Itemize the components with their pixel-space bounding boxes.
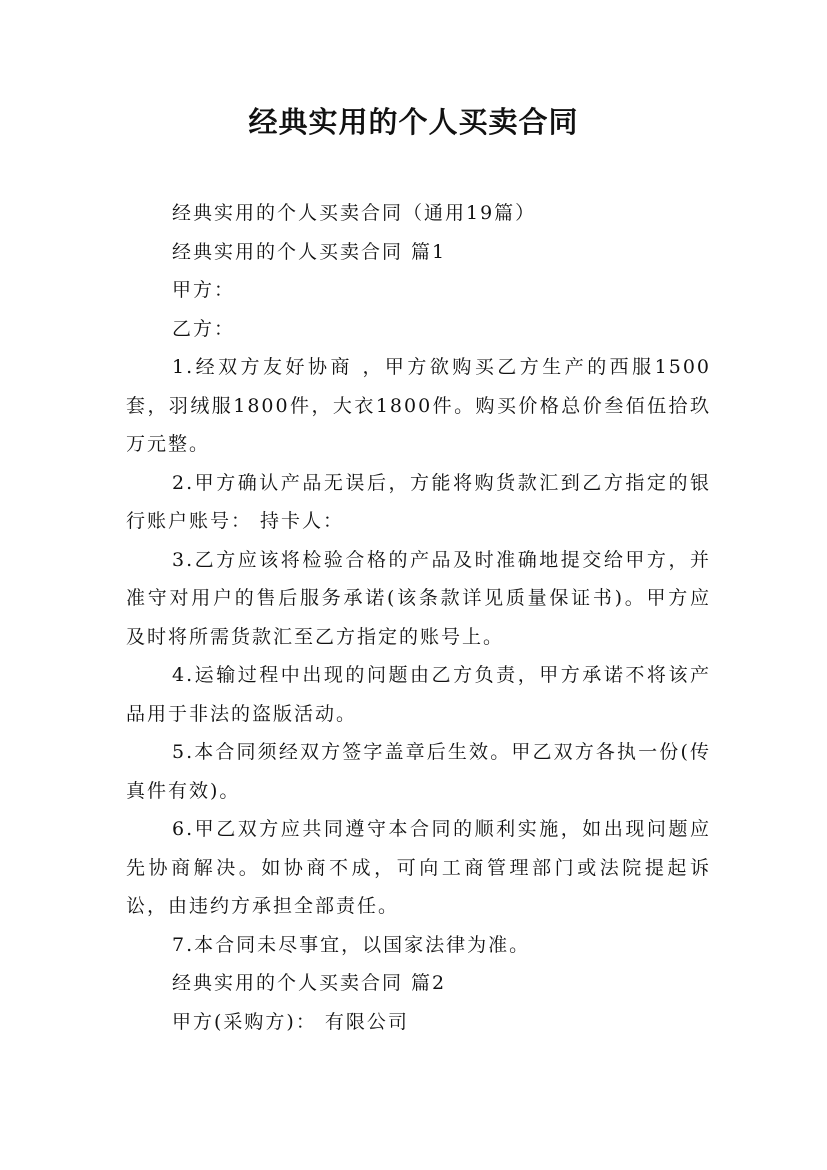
document-body [126,194,711,1041]
paragraph-subtitle: 经典实用的个人买卖合同（通用19篇） [172,202,537,224]
paragraph-clause-6: 6.甲乙双方应共同遵守本合同的顺利实施，如出现问题应先协商解决。如协商不成，可向工商管理部门或法院提起诉讼，由违约方承担全部责任。 [126,818,711,917]
paragraph-clause-2: 2.甲方确认产品无误后，方能将购货款汇到乙方指定的银行账户账号： 持卡人： [126,471,711,532]
paragraph-clause-4: 4.运输过程中出现的问题由乙方负责，甲方承诺不将该产品用于非法的盗版活动。 [126,664,711,725]
paragraph-clause-7: 7.本合同未尽事宜，以国家法律为准。 [172,933,531,956]
paragraph-clause-1: 1.经双方友好协商 ，甲方欲购买乙方生产的西服1500套，羽绒服1800件，大衣1800件。购买价格总价叁佰伍拾玖万元整。 [126,356,711,455]
paragraph-party-b: 乙方： [172,317,236,340]
paragraph-section-2-heading: 经典实用的个人买卖合同 篇2 [172,972,447,994]
paragraph-clause-3: 3.乙方应该将检验合格的产品及时准确地提交给甲方，并准守对用户的售后服务承诺(该条款详见质量保证书)。甲方应及时将所需货款汇至乙方指定的账号上。 [126,548,711,648]
document-title: 经典实用的个人买卖合同 [248,105,579,139]
paragraph-purchaser: 甲方(采购方)： 有限公司 [172,1010,409,1033]
paragraph-party-a: 甲方： [172,279,236,301]
paragraph-section-1-heading: 经典实用的个人买卖合同 篇1 [172,240,447,263]
paragraph-clause-5: 5.本合同须经双方签字盖章后生效。甲乙双方各执一份(传真件有效)。 [126,741,711,802]
